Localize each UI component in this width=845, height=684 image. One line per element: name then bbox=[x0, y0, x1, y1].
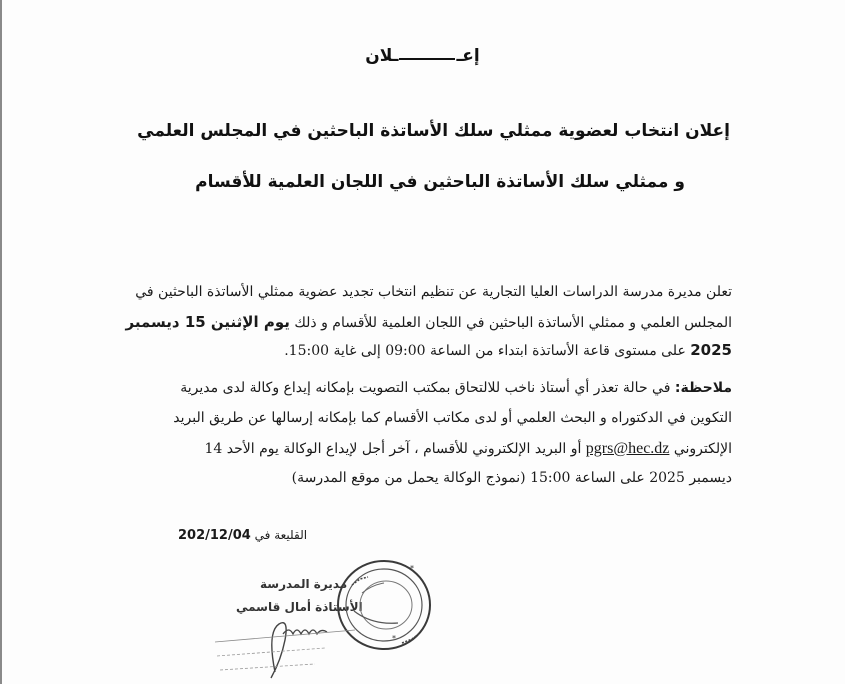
heading-underline-stroke bbox=[399, 58, 455, 60]
heading-start: إعـ bbox=[456, 46, 480, 66]
signatory-title: مديرة المدرسة bbox=[260, 577, 348, 591]
body-line-2 bbox=[126, 313, 733, 331]
handwritten-signature-icon bbox=[205, 612, 375, 682]
body-line-2-text: المجلس العلمي و ممثلي الأساتذة الباحثين في اللجان العلمية للأقسام و ذلك bbox=[289, 315, 732, 331]
note-line-2: التكوين في الدكتوراه و البحث العلمي أو لدى مكاتب الأقسام كما بإمكانه إرسالها عن طريق البريد bbox=[173, 410, 732, 426]
date: 202/12/04 bbox=[178, 528, 251, 543]
election-day: يوم الإثنين 15 ديسمبر bbox=[125, 313, 290, 331]
place: القليعة في bbox=[250, 528, 308, 542]
note-line-4: ديسمبر 2025 على الساعة 15:00 (نموذج الوكالة يحمل من موقع المدرسة) bbox=[291, 470, 732, 486]
body-line-3 bbox=[284, 341, 732, 359]
body-line-3-text: على مستوى قاعة الأساتذة ابتداء من الساعة 09:00 إلى غاية 15:00. bbox=[284, 343, 691, 359]
place-date bbox=[178, 528, 307, 543]
heading-end: ـلان bbox=[365, 46, 399, 66]
email-link[interactable]: pgrs@hec.dz bbox=[585, 440, 670, 457]
announcement-heading bbox=[0, 46, 845, 66]
subtitle-line-1: إعلان انتخاب لعضوية ممثلي سلك الأساتذة الباحثين في المجلس العلمي bbox=[137, 121, 730, 141]
note-line-1-text: في حالة تعذر أي أستاذ ناخب للالتحاق بمكتب التصويت بإمكانه إيداع وكالة لدى مديرية bbox=[180, 380, 675, 396]
note-line-3-start: الإلكتروني bbox=[669, 441, 732, 457]
note-line-3 bbox=[205, 440, 732, 458]
note-label: ملاحظة: bbox=[674, 380, 732, 396]
note-line-1 bbox=[180, 380, 732, 396]
signatory-name: الأستاذة أمال قاسمي bbox=[236, 600, 363, 614]
scan-edge bbox=[0, 0, 2, 684]
body-line-1: تعلن مديرة مدرسة الدراسات العليا التجارية عن تنظيم انتخاب تجديد عضوية ممثلي الأساتذة الباحثين في bbox=[135, 284, 732, 300]
svg-text:*: * bbox=[410, 564, 414, 573]
note-line-3-end: أو البريد الإلكتروني للأقسام ، آخر أجل لإيداع الوكالة يوم الأحد 14 bbox=[204, 441, 586, 457]
election-year: 2025 bbox=[690, 341, 732, 359]
subtitle-line-2: و ممثلي سلك الأساتذة الباحثين في اللجان العلمية للأقسام bbox=[195, 172, 685, 192]
svg-text:*: * bbox=[392, 634, 396, 643]
